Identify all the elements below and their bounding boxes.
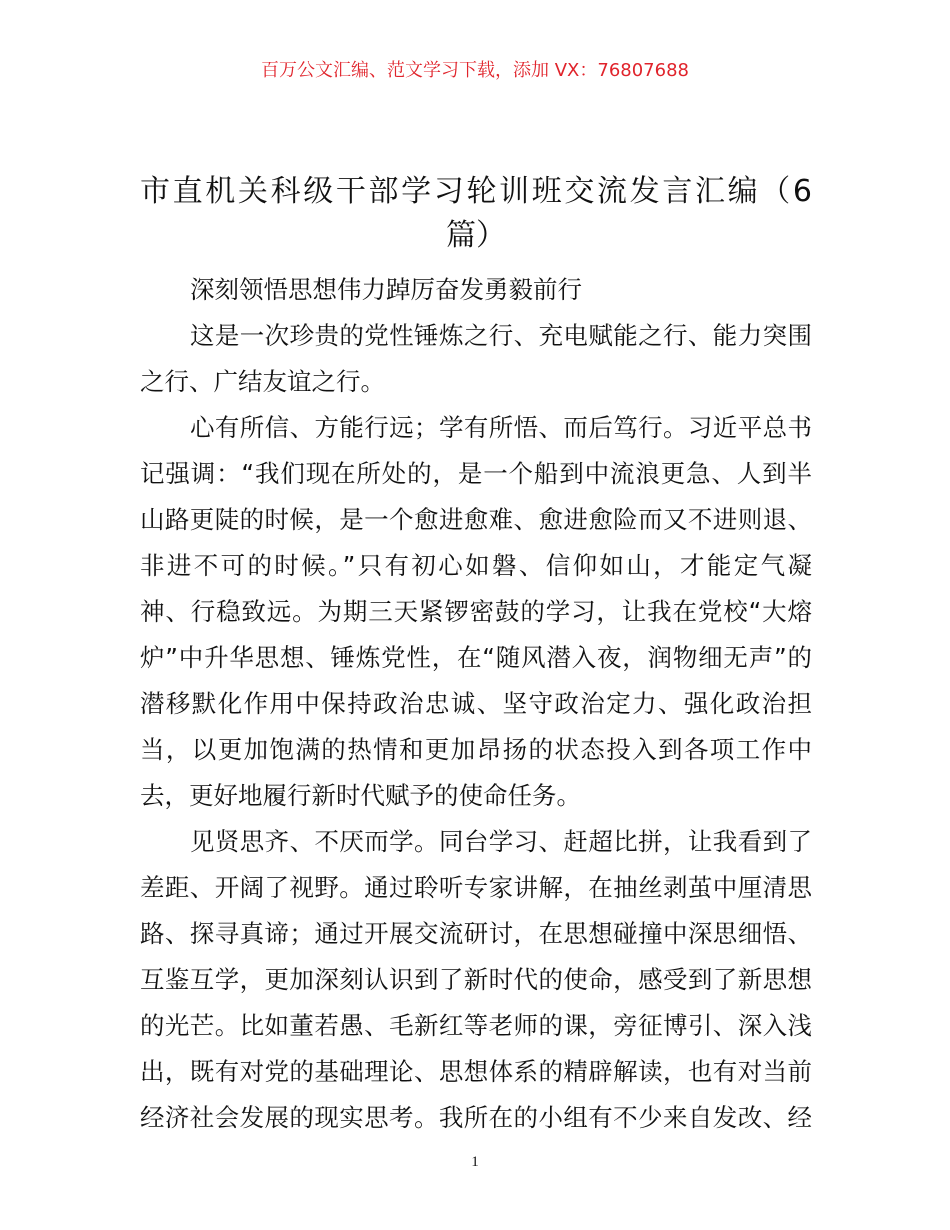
text-line: 的光芒。比如董若愚、毛新红等老师的课，旁征博引、深入浅 bbox=[140, 1011, 812, 1040]
document-title-line-2: 篇） bbox=[446, 218, 506, 253]
text-line: 神、行稳致远。为期三天紧锣密鼓的学习，让我在党校“大熔 bbox=[140, 597, 812, 626]
document-body bbox=[140, 267, 812, 1141]
text-line: 心有所信、方能行远；学有所悟、而后笃行。习近平总书 bbox=[190, 413, 812, 442]
text-line: 之行、广结友谊之行。 bbox=[140, 367, 385, 396]
text-line: 出，既有对党的基础理论、思想体系的精辟解读，也有对当前 bbox=[140, 1057, 812, 1086]
text-line: 记强调：“我们现在所处的，是一个船到中流浪更急、人到半 bbox=[140, 459, 812, 488]
text-line: 当，以更加饱满的热情和更加昂扬的状态投入到各项工作中 bbox=[140, 735, 812, 764]
text-line: 经济社会发展的现实思考。我所在的小组有不少来自发改、经 bbox=[140, 1103, 812, 1132]
text-line: 山路更陡的时候，是一个愈进愈难、愈进愈险而又不进则退、 bbox=[140, 505, 812, 534]
page-number: 1 bbox=[471, 1154, 479, 1170]
text-line: 这是一次珍贵的党性锤炼之行、充电赋能之行、能力突围 bbox=[190, 321, 812, 350]
text-line: 非进不可的时候。”只有初心如磐、信仰如山，才能定气凝 bbox=[140, 551, 812, 580]
promo-header: 百万公文汇编、范文学习下载，添加 VX：76807688 bbox=[261, 60, 689, 81]
text-line: 炉”中升华思想、锤炼党性，在“随风潜入夜，润物细无声”的 bbox=[140, 643, 812, 672]
text-line: 去，更好地履行新时代赋予的使命任务。 bbox=[140, 781, 581, 810]
section-heading: 深刻领悟思想伟力踔厉奋发勇毅前行 bbox=[190, 275, 582, 304]
text-line: 潜移默化作用中保持政治忠诚、坚守政治定力、强化政治担 bbox=[140, 689, 812, 718]
document-title-line-1: 市直机关科级干部学习轮训班交流发言汇编（6 bbox=[140, 174, 812, 209]
text-line: 路、探寻真谛；通过开展交流研讨，在思想碰撞中深思细悟、 bbox=[140, 919, 812, 948]
text-line: 差距、开阔了视野。通过聆听专家讲解，在抽丝剥茧中厘清思 bbox=[140, 873, 812, 902]
text-line: 互鉴互学，更加深刻认识到了新时代的使命，感受到了新思想 bbox=[140, 965, 812, 994]
text-line: 见贤思齐、不厌而学。同台学习、赶超比拼，让我看到了 bbox=[190, 827, 812, 856]
